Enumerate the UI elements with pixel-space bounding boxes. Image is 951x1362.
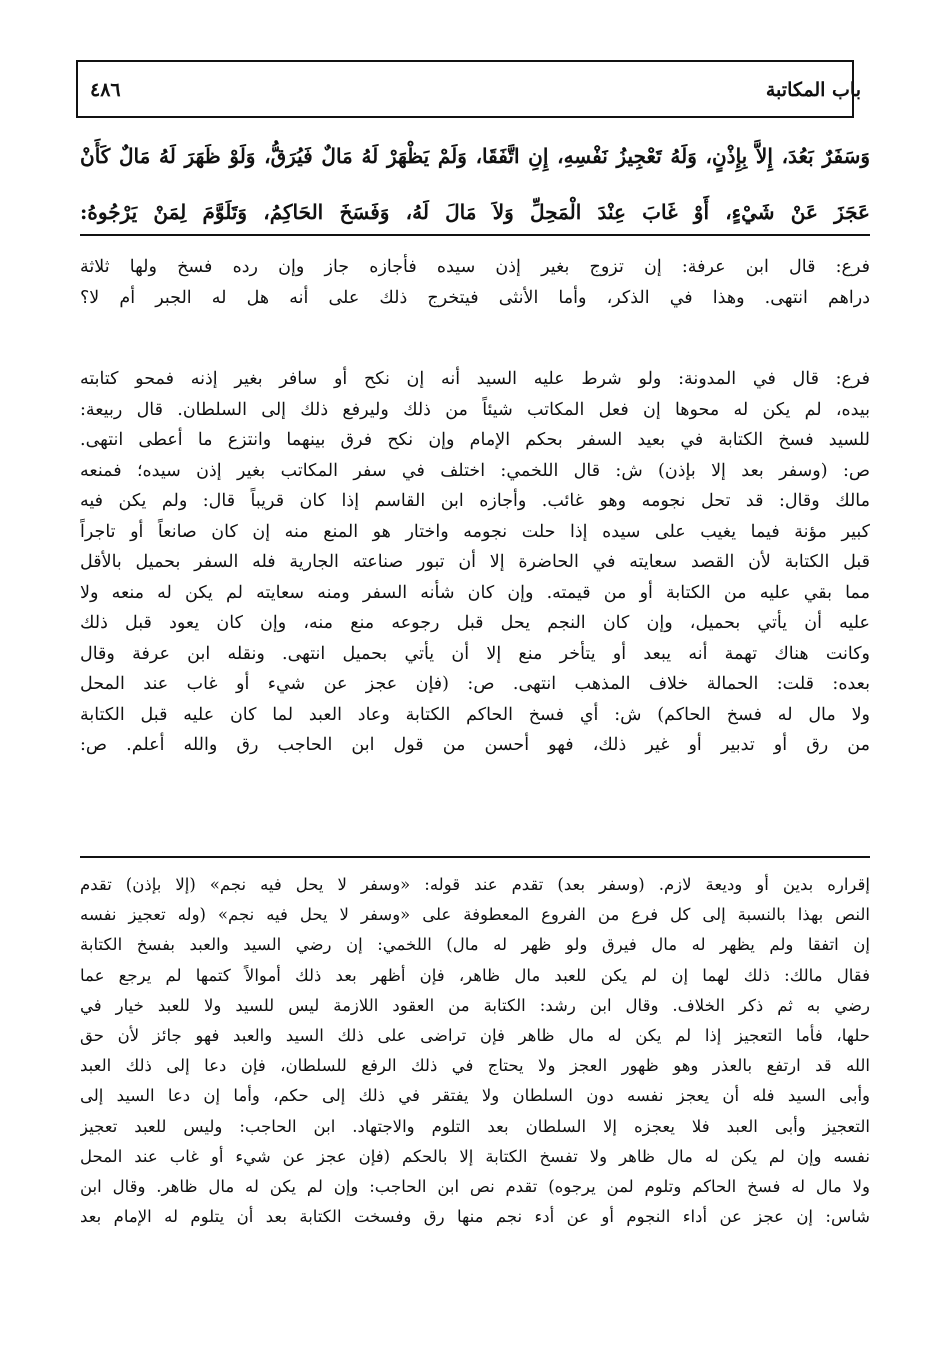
hashiya-line: ولا مال له فسخ الحاكم وتلوم لمن يرجوه) تقدم نص ابن الحاجب: وإن لم يكن له مال ظاهر. وقال ابن [80, 1176, 870, 1196]
hashiya-text [80, 870, 870, 1232]
sharh-line: قبل الكتابة لأن القصد سعايته في الحاضرة إلا أن تبور صناعته الجارية فله السفر بحميل بالأقل [80, 552, 870, 572]
sharh-line: من رق أو تدبير أو غير ذلك، فهو أحسن من قول ابن الحاجب رق والله أعلم. ص: [80, 735, 870, 755]
hashiya-line: التعجيز وأبى العبد فلا يعجزه إلا السلطان بعد التلوم والاجتهاد. ابن الحاجب: وليس للعبد تعجيز [80, 1116, 870, 1136]
sharh-line: ص: (وسفر بعد إلا بإذن) ش: قال اللخمي: اختلف في سفر المكاتب بغير إذن سيده؛ فمنعه [80, 460, 870, 481]
sharh-line: فرع: قال ابن عرفة: إن تزوج بغير إذن سيده فأجازه جاز وإن رده فسخ ولها ثلاثة [80, 257, 870, 277]
matn-text [80, 128, 870, 240]
hashiya-line: الله قد ارتفع بالعذر وهو ظهور العجز ولا يحتاج في ذلك الرفع للسلطان، فإن دعا إلى ذلك العبد [80, 1056, 870, 1076]
sharh-line: وكانت هناك تهمة أنه يبعد أو يتأخر منع إلا أن يأتي بحميل انتهى. ونقله ابن عرفة وقال [80, 643, 870, 664]
sharh-line: بعده: قلت: الحمالة خلاف المذهب انتهى. ص: (فإن عجز عن شيء أو غاب عند المحل [80, 674, 870, 694]
sharh-line: كبير مؤنة فيما يغيب على سيده إذا حلت نجومه واختار هو المنع منه إن كان صانعاً أو تاجراً [80, 521, 870, 542]
hashiya-line: وأبى السيد فله أن يعجز نفسه دون السلطان ولا يفتقر في ذلك إلى حكم، وأما إن دعا السيد إلى [80, 1086, 870, 1106]
sharh-line: عليه أن يأتي بحميل، وإن كان النجم يحل قبل رجوعه منع منه، وإن كان يعود قبل ذلك [80, 613, 870, 633]
sharh-line: للسيد فسخ الكتابة في بعيد السفر بحكم الإمام وإن نكح فرق بينهما وانتزع ما أعطى انتهى. [80, 430, 870, 450]
sharh-line: دراهم انتهى. وهذا في الذكر، وأما الأنثى فيتخرج ذلك على أنه هل له الجبر أم لا؟ [80, 287, 870, 308]
page-number: ٤٨٦ [90, 79, 121, 101]
hashiya-line: حلها، فأما التعجيز إذا لم يكن له مال ظاهر فإن تراضى على ذلك السيد والعبد فهو جائز لأن حق [80, 1025, 870, 1045]
sharh-line: فرع: قال في المدونة: ولو شرط عليه السيد أنه إن نكح أو سافر بغير إذنه فمحو كتابته [80, 369, 870, 389]
hashiya-line: إن اتفقا ولم يظهر له مال فيرق ولو ظهر له مال) اللخمي: إن رضي السيد والعبد بفسخ الكتابة [80, 935, 870, 955]
sharh-line: مالك وقال: قد تحل نجومه وهو غائب. وأجازه ابن القاسم إذا كان قريباً قال: ولم يكن فيه [80, 491, 870, 511]
matn-line: وَسَفَرٌ بَعُدَ، إِلاَّ بِإِذْنٍ، وَلَهُ تَعْجِيزُ نَفْسِهِ، إِنِ اتَّفَقَا، وَلَمْ يَظْهَرْ لَهُ مَالٌ فَيُرَقُّ، وَلَوْ ظَهَرَ لَهُ مَالٌ كَأَنْ [80, 144, 870, 168]
hashiya-line: رضي به ثم ذكر الخلاف. وقال ابن رشد: الكتابة من العقود اللازمة ليس للسيد ولا للعبد خيار في [80, 995, 870, 1015]
hashiya-line: النص بهذا بالنسبة إلى كل فرع من الفروع المعطوفة على «وسفر لا يحل فيه نجم» (وله تعجيز نفسه [80, 905, 870, 925]
sharh-line: بيده، لم يكن له محوها إن فعل المكاتب شيئاً من ذلك وليرفع ذلك إلى السلطان. قال ربيعة: [80, 399, 870, 420]
sharh-paragraph-2 [80, 364, 870, 761]
hashiya-line: إقراره بدين أو وديعة لازم. (وسفر بعد) تقدم عند قوله: «وسفر لا يحل فيه نجم» (إلا بإذن) تقدم [80, 875, 870, 894]
header-frame [76, 60, 854, 118]
sharh-paragraph-1 [80, 252, 870, 313]
sharh-line: ولا مال له فسخ الحاكم) ش: أي فسخ الحاكم الكتابة وعاد العبد لما كان عليه قبل الكتابة [80, 704, 870, 725]
divider-rule [80, 234, 870, 236]
chapter-title: باب المكاتبة [765, 79, 861, 101]
sharh-line: مما بقي عليه من الكتابة أو من قيمته. وإن كان شأنه السفر ومنه سعايته لم يكن له منعه ولا [80, 582, 870, 603]
hashiya-line: فقال مالك: ذلك لهما إن لم يكن للعبد مال ظاهر، فإن أظهر بعد ذلك أموالاً كتمها لم يرجع عما [80, 965, 870, 985]
matn-line: عَجَزَ عَنْ شَيْءٍ، أَوْ غَابَ عِنْدَ الْمَحِلِّ وَلاَ مَالَ لَهُ، وَفَسَخَ الحَاكِمُ، وَتَلَوَّمَ لِمَنْ يَرْجُوهُ: [80, 200, 870, 224]
hashiya-line: نفسه وإن لم يكن له مال ظاهر ولا تفسخ الكتابة إلا بالحكم (فإن عجز عن شيء أو غاب عند المحل [80, 1146, 870, 1166]
hashiya-line: شاس: إن عجز عن أداء النجوم أو عن أدء نجم منها رق وفسخت الكتابة بعد أن يتلوم له الإمام بعد [80, 1207, 870, 1227]
divider-rule [80, 856, 870, 858]
